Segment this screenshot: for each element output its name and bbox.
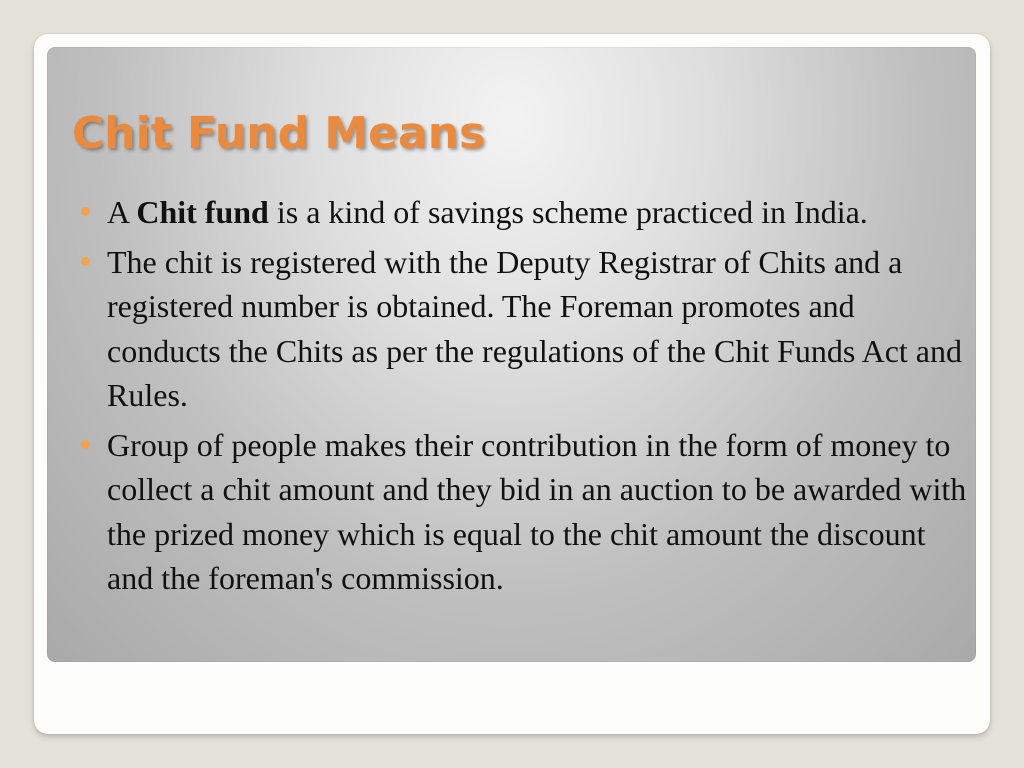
bullet-text: The chit is registered with the Deputy Registrar of Chits and a registered number is obtained. The Foreman promotes and conducts the Chits as per the regulations of the Chit Funds Act and Rules.	[107, 243, 962, 413]
bullet-dot-icon	[81, 257, 90, 266]
bullet-item	[76, 240, 976, 418]
bullet-dot-icon	[81, 207, 90, 216]
bullet-item	[76, 190, 976, 235]
bullet-dot-icon	[81, 440, 90, 449]
bullet-text-suffix: is a kind of savings scheme practiced in India.	[268, 194, 868, 230]
slide-title: Chit Fund Means	[72, 108, 486, 159]
bullet-text: Group of people makes their contribution in the form of money to collect a chit amount and they bid in an auction to be awarded with the prized money which is equal to the chit amount the discount and the foreman's commission.	[107, 426, 967, 596]
bullet-item	[76, 423, 976, 601]
bullet-text-prefix: A	[107, 194, 137, 230]
bullet-text-bold: Chit fund	[136, 194, 269, 230]
bullet-list	[76, 190, 976, 606]
